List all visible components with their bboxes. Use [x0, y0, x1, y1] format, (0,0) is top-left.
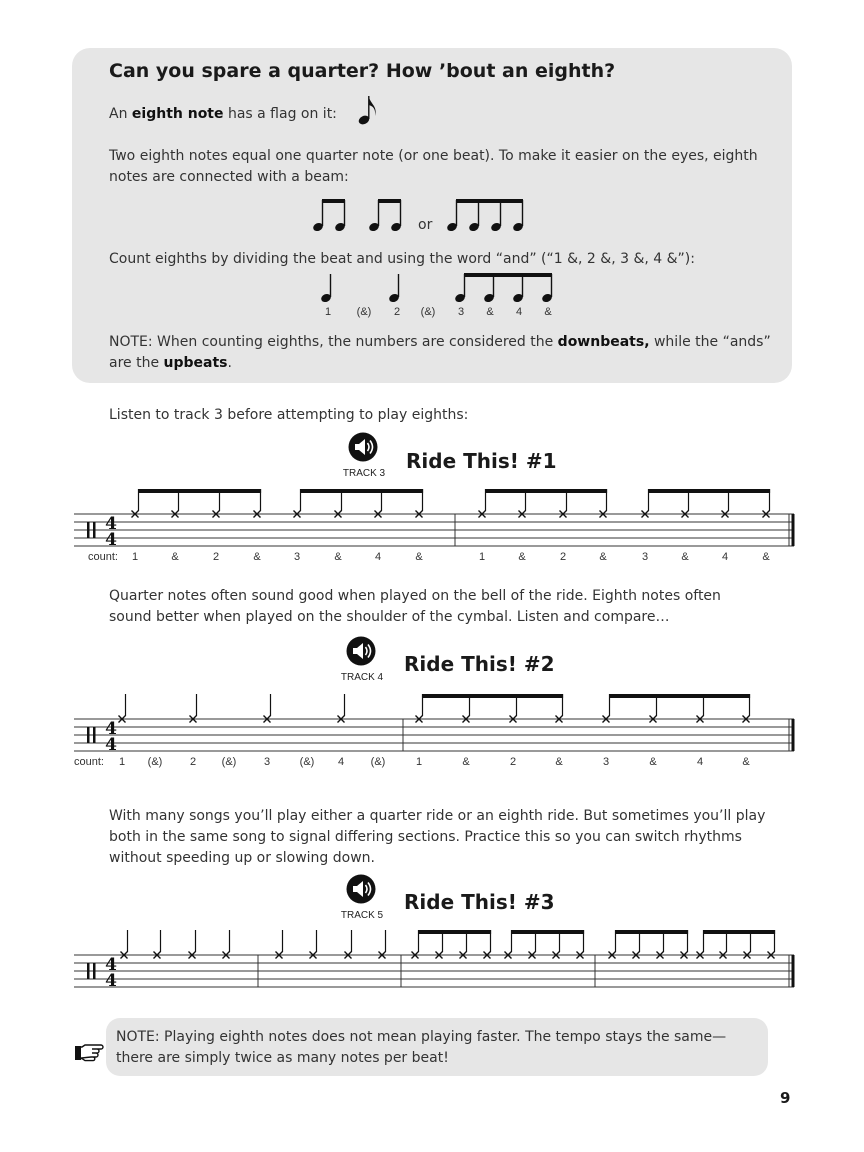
bold-term: upbeats [163, 355, 228, 371]
text-part: are the [109, 355, 164, 371]
count-syllable: & [599, 551, 607, 563]
note-beam [419, 930, 492, 934]
speaker-icon[interactable] [346, 636, 376, 666]
text-part: NOTE: When counting eighths, the numbers are considered the [109, 334, 558, 350]
percussion-clef [93, 522, 96, 538]
count-syllable: 2 [189, 756, 197, 768]
note-beam [139, 489, 262, 493]
count-syllable: 2 [509, 756, 517, 768]
count-syllable: 3 [293, 551, 301, 563]
count-syllable: & [486, 306, 494, 318]
percussion-clef [93, 727, 96, 743]
count-syllable: 2 [212, 551, 220, 563]
count-syllable: 2 [393, 306, 401, 318]
text-part: . [227, 355, 232, 371]
count-syllable: 1 [131, 551, 139, 563]
note-beam [649, 489, 771, 493]
bell-para-line1: Quarter notes often sound good when played on the bell of the ride. Eighth notes often [109, 588, 721, 604]
count-intro: Count eighths by dividing the beat and using the word “and” (“1 &, 2 &, 3 &, 4 &”): [109, 251, 695, 267]
songs-para-line3: without speeding up or slowing down. [109, 850, 375, 866]
text-part: has a flag on it: [223, 106, 337, 122]
count-syllable: 4 [337, 756, 345, 768]
count-syllable: 3 [602, 756, 610, 768]
count-syllable: & [742, 756, 750, 768]
exercise-title: Ride This! #1 [406, 449, 557, 473]
count-syllable: & [555, 756, 563, 768]
time-signature-digit: 4 [105, 514, 117, 534]
percussion-clef [87, 522, 90, 538]
note-beam [616, 930, 689, 934]
count-label: count: [88, 551, 118, 563]
count-syllable: 1 [324, 306, 332, 318]
or-label: or [418, 217, 433, 233]
note-beam [301, 489, 424, 493]
count-syllable: (&) [221, 756, 237, 768]
count-syllable: & [171, 551, 179, 563]
track-label: TRACK 4 [340, 672, 384, 683]
note-beam [423, 694, 564, 698]
count-syllable: & [544, 306, 552, 318]
count-syllable: & [681, 551, 689, 563]
percussion-clef [93, 963, 96, 979]
track-label: TRACK 5 [340, 910, 384, 921]
count-syllable: (&) [370, 756, 386, 768]
note-beam [610, 694, 751, 698]
box-heading: Can you spare a quarter? How ’bout an eighth? [109, 60, 616, 82]
count-syllable: 3 [457, 306, 465, 318]
percussion-clef [87, 963, 90, 979]
count-syllable: (&) [147, 756, 163, 768]
count-syllable: 4 [515, 306, 523, 318]
note-beam [486, 489, 608, 493]
count-syllable: 2 [559, 551, 567, 563]
count-syllable: 1 [118, 756, 126, 768]
percussion-clef [87, 727, 90, 743]
count-syllable: (&) [356, 306, 372, 318]
bottom-note-line1: NOTE: Playing eighth notes does not mean playing faster. The tempo stays the same— [116, 1029, 727, 1045]
count-syllable: & [762, 551, 770, 563]
bold-term: eighth note [131, 106, 224, 122]
time-signature-digit: 4 [105, 719, 117, 739]
count-syllable: 3 [263, 756, 271, 768]
two-eighths-line1: Two eighth notes equal one quarter note (or one beat). To make it easier on the eyes, eighth [109, 148, 758, 164]
count-syllable: 4 [374, 551, 382, 563]
count-syllable: (&) [299, 756, 315, 768]
count-syllable: & [649, 756, 657, 768]
count-syllable: 4 [721, 551, 729, 563]
count-syllable: (&) [420, 306, 436, 318]
count-syllable: 4 [696, 756, 704, 768]
count-syllable: & [518, 551, 526, 563]
count-label: count: [74, 756, 104, 768]
bottom-note-line2: there are simply twice as many notes per beat! [116, 1050, 449, 1066]
text-part: while the “ands” [649, 334, 771, 350]
two-eighths-line2: notes are connected with a beam: [109, 169, 349, 185]
count-syllable: 1 [478, 551, 486, 563]
time-signature-digit: 4 [105, 971, 117, 991]
listen-text: Listen to track 3 before attempting to play eighths: [109, 407, 469, 423]
count-syllable: & [462, 756, 470, 768]
count-syllable: 1 [415, 756, 423, 768]
time-signature-digit: 4 [105, 735, 117, 755]
exercise-title: Ride This! #2 [404, 652, 555, 676]
bold-term: downbeats, [557, 334, 650, 350]
exercise-title: Ride This! #3 [404, 890, 555, 914]
count-syllable: & [415, 551, 423, 563]
track-label: TRACK 3 [342, 468, 386, 479]
bell-para-line2: sound better when played on the shoulder of the cymbal. Listen and compare… [109, 609, 670, 625]
text-part: An [109, 106, 132, 122]
songs-para-line2: both in the same song to signal differing sections. Practice this so you can switch rhythms [109, 829, 742, 845]
count-syllable: 3 [641, 551, 649, 563]
page-number: 9 [780, 1089, 791, 1107]
count-syllable: & [334, 551, 342, 563]
pointing-hand-icon [74, 1043, 104, 1061]
note-beam [512, 930, 585, 934]
note-beam [704, 930, 776, 934]
time-signature-digit: 4 [105, 530, 117, 550]
songs-para-line1: With many songs you’ll play either a quarter ride or an eighth ride. But sometimes you’ll play [109, 808, 766, 824]
time-signature-digit: 4 [105, 955, 117, 975]
count-syllable: & [253, 551, 261, 563]
speaker-icon[interactable] [346, 874, 376, 904]
